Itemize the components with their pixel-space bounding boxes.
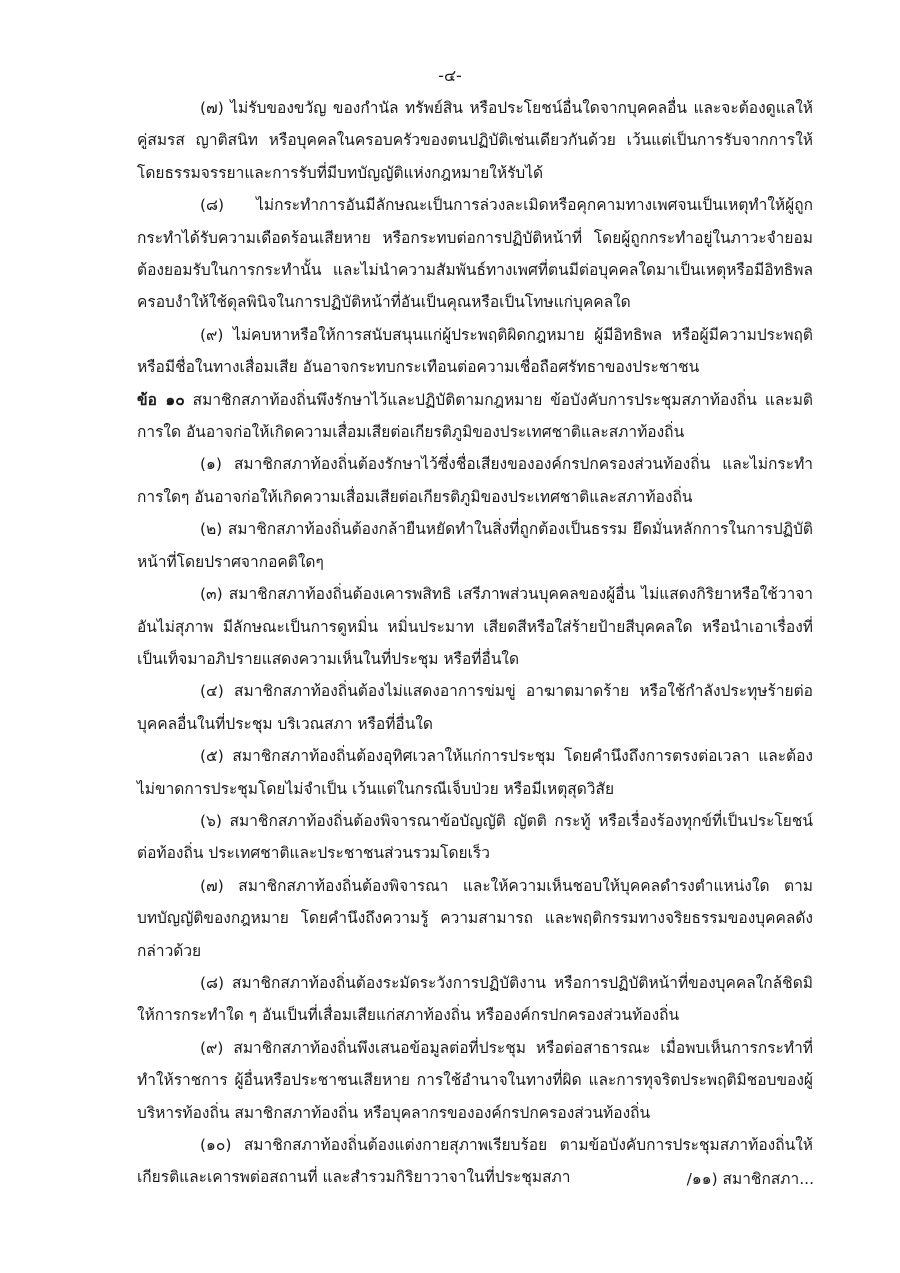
paragraph-clause-4: (๔) สมาชิกสภาท้องถิ่นต้องไม่แสดงอาการข่มขู่ อาฆาตมาดร้าย หรือใช้กำลังประทุษร้ายต่อบุคคลอื่นในที่ประชุม บริเวณสภา หรือที่อื่นใด (137, 682, 813, 733)
paragraph-clause-1: (๑) สมาชิกสภาท้องถิ่นต้องรักษาไว้ซึ่งชื่อเสียงขององค์กรปกครองส่วนท้องถิ่น และไม่กระทำการใดๆ อันอาจก่อให้เกิดความเสื่อมเสียต่อเกียรติภูมิของประเทศชาติและสภาท้องถิ่น (137, 455, 813, 506)
paragraph-item-8: (๘) ไม่กระทำการอันมีลักษณะเป็นการล่วงละเมิดหรือคุกคามทางเพศจนเป็นเหตุทำให้ผู้ถูกกระทำได้รับความเดือดร้อนเสียหาย หรือกระทบต่อการปฏิบัติหน้าที่ โดยผู้ถูกกระทำอยู่ในภาวะจำยอมต้องยอมรับในการกระทำนั้น และไม่นำความสัมพันธ์ทางเพศที่ตนมีต่อบุคคลใดมาเป็นเหตุหรือมีอิทธิพลครอบงำให้ใช้ดุลพินิจในการปฏิบัติหน้าที่อันเป็นคุณหรือเป็นโทษแก่บุคคลใด (137, 196, 813, 312)
paragraph-clause-2: (๒) สมาชิกสภาท้องถิ่นต้องกล้ายืนหยัดทำในสิ่งที่ถูกต้องเป็นธรรม ยึดมั่นหลักการในการปฏิบัติหน้าที่โดยปราศจากอคติใดๆ (137, 520, 813, 571)
section-heading: ข้อ ๑๐ (137, 390, 185, 409)
document-body (137, 92, 813, 1194)
paragraph-clause-8: (๘) สมาชิกสภาท้องถิ่นต้องระมัดระวังการปฏิบัติงาน หรือการปฏิบัติหน้าที่ของบุคคลใกล้ชิดมิให้การกระทำใด ๆ อันเป็นที่เสื่อมเสียแก่สภาท้องถิ่น หรือองค์กรปกครองส่วนท้องถิ่น (137, 973, 813, 1025)
paragraph-clause-6: (๖) สมาชิกสภาท้องถิ่นต้องพิจารณาข้อบัญญัติ ญัตติ กระทู้ หรือเรื่องร้องทุกข์ที่เป็นประโยชน์ต่อท้องถิ่น ประเทศชาติและประชาชนส่วนรวมโดยเร็ว (137, 811, 813, 863)
section-10-text: สมาชิกสภาท้องถิ่นพึงรักษาไว้และปฏิบัติตามกฎหมาย ข้อบังคับการประชุมสภาท้องถิ่น และมติการใด อันอาจก่อให้เกิดความเสื่อมเสียต่อเกียรติภูมิของประเทศชาติและสภาท้องถิ่น (137, 390, 813, 442)
page-number: -๔- (438, 66, 462, 85)
paragraph-clause-10: (๑๐) สมาชิกสภาท้องถิ่นต้องแต่งกายสุภาพเรียบร้อย ตามข้อบังคับการประชุมสภาท้องถิ่นให้เกียรติและเคารพต่อสถานที่ และสำรวมกิริยาวาจาในที่ประชุมสภา (137, 1136, 813, 1187)
paragraph-clause-7: (๗) สมาชิกสภาท้องถิ่นต้องพิจารณา และให้ความเห็นชอบให้บุคคลดำรงตำแหน่งใด ตามบทบัญญัติของกฎหมาย โดยคำนึงถึงความรู้ ความสามารถ และพฤติกรรมทางจริยธรรมของบุคคลดังกล่าวด้วย (137, 876, 813, 960)
paragraph-clause-3: (๓) สมาชิกสภาท้องถิ่นต้องเคารพสิทธิ เสรีภาพส่วนบุคคลของผู้อื่น ไม่แสดงกิริยาหรือใช้วาจาอันไม่สุภาพ มีลักษณะเป็นการดูหมิ่น หมิ่นประมาท เสียดสีหรือใส่ร้ายป้ายสีบุคคลใด หรือนำเอาเรื่องที่เป็นเท็จมาอภิปรายแสดงความเห็นในที่ประชุม หรือที่อื่นใด (137, 585, 813, 668)
paragraph-clause-9: (๙) สมาชิกสภาท้องถิ่นพึงเสนอข้อมูลต่อที่ประชุม หรือต่อสาธารณะ เมื่อพบเห็นการกระทำที่ทำให้ราชการ ผู้อื่นหรือประชาชนเสียหาย การใช้อำนาจในทางที่ผิด และการทุจริตประพฤติมิชอบของผู้บริหารท้องถิ่น สมาชิกสภาท้องถิ่น หรือบุคลากรขององค์กรปกครองส่วนท้องถิ่น (137, 1038, 813, 1122)
section-10-paragraph (137, 384, 813, 449)
paragraph-clause-5: (๕) สมาชิกสภาท้องถิ่นต้องอุทิศเวลาให้แก่การประชุม โดยคำนึงถึงการตรงต่อเวลา และต้องไม่ขาดการประชุมโดยไม่จำเป็น เว้นแต่ในกรณีเจ็บป่วย หรือมีเหตุสุดวิสัย (137, 747, 813, 798)
continuation-note: /๑๑) สมาชิกสภา... (686, 1170, 814, 1188)
paragraph-item-7: (๗) ไม่รับของขวัญ ของกำนัล ทรัพย์สิน หรือประโยชน์อื่นใดจากบุคคลอื่น และจะต้องดูแลให้คู่สมรส ญาติสนิท หรือบุคคลในครอบครัวของตนปฏิบัติเช่นเดียวกันด้วย เว้นแต่เป็นการรับจากการให้โดยธรรมจรรยาและการรับที่มีบทบัญญัติแห่งกฎหมายให้รับได้ (137, 99, 813, 182)
paragraph-item-9: (๙) ไม่คบหาหรือให้การสนับสนุนแก่ผู้ประพฤติผิดกฎหมาย ผู้มีอิทธิพล หรือผู้มีความประพฤติหรือมีชื่อในทางเสื่อมเสีย อันอาจกระทบกระเทือนต่อความเชื่อถือศรัทธาของประชาชน (137, 325, 813, 377)
